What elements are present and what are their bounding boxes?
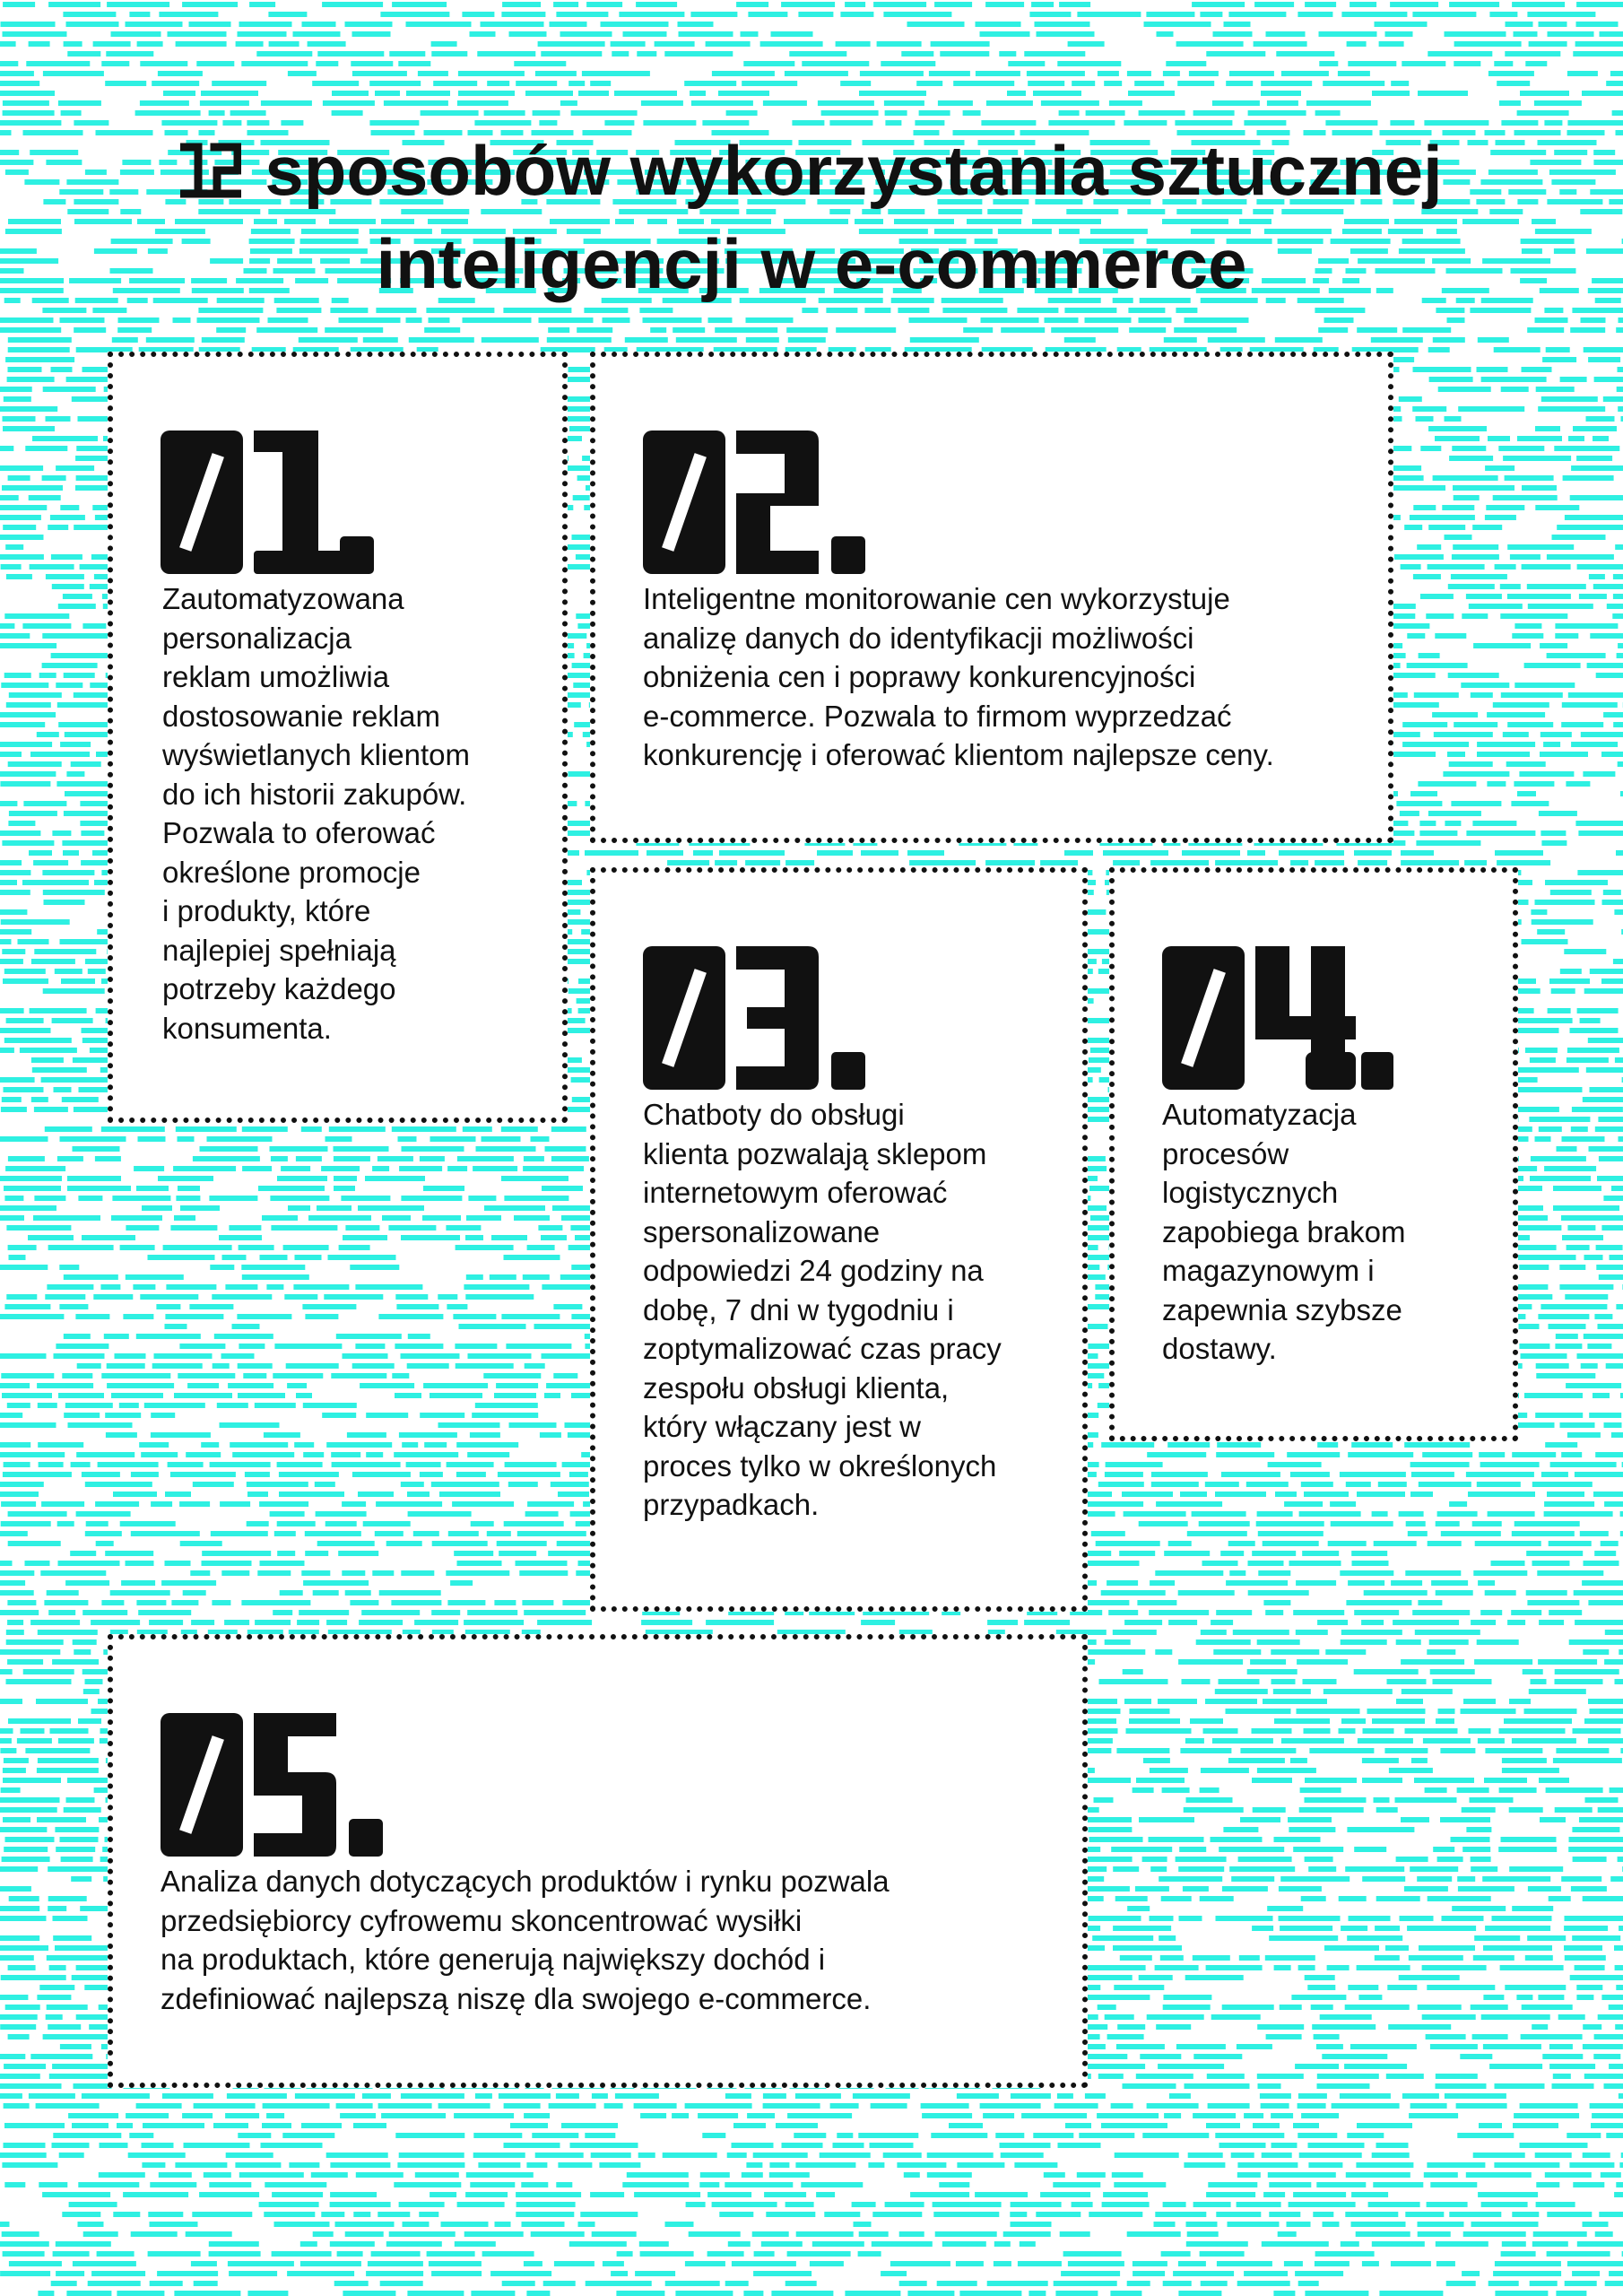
page-title-text: sposobów wykorzystania sztucznej inteligencji w e-commerce — [265, 131, 1443, 303]
title-number-glyph — [180, 143, 241, 198]
card-04 — [1109, 867, 1518, 1441]
card-text-03: Chatboty do obsługi klienta pozwalają sklepom internetowym oferować spersonalizowane odpowiedzi 24 godziny na dobę, 7 dni w tygodniu i zoptymalizować czas pracy zespołu obsługi klienta, który włączany jest w proces tylko w określonych przypadkach. — [643, 1098, 1002, 1521]
card-number-05 — [161, 1713, 385, 1857]
card-text-02: Inteligentne monitorowanie cen wykorzystuje analizę danych do identyfikacji możliwości obniżenia cen i poprawy konkurencyjności e-commerce. Pozwala to firmom wyprzedzać konkurencję i oferować klientom najlepsze ceny. — [643, 582, 1274, 771]
card-number-04 — [1162, 946, 1395, 1090]
page-title — [54, 124, 1569, 310]
card-02 — [590, 352, 1393, 843]
card-number-02 — [643, 430, 867, 574]
card-number-01 — [161, 430, 376, 574]
card-text-04: Automatyzacja procesów logistycznych zapobiega brakom magazynowym i zapewnia szybsze dostawy. — [1162, 1098, 1406, 1365]
card-03 — [590, 867, 1088, 1612]
card-01 — [108, 352, 568, 1123]
card-text-01: Zautomatyzowana personalizacja reklam umożliwia dostosowanie reklam wyświetlanych klientom do ich historii zakupów. Pozwala to oferować określone promocje i produkty, które najlepiej spełniają potrzeby każdego konsumenta. — [162, 582, 470, 1045]
card-number-03 — [643, 946, 867, 1090]
card-text-05: Analiza danych dotyczących produktów i rynku pozwala przedsiębiorcy cyfrowemu skoncentrować wysiłki na produktach, które generują największy dochód i zdefiniować najlepszą niszę dla swojego e-commerce. — [161, 1865, 890, 2015]
card-05 — [108, 1634, 1088, 2088]
